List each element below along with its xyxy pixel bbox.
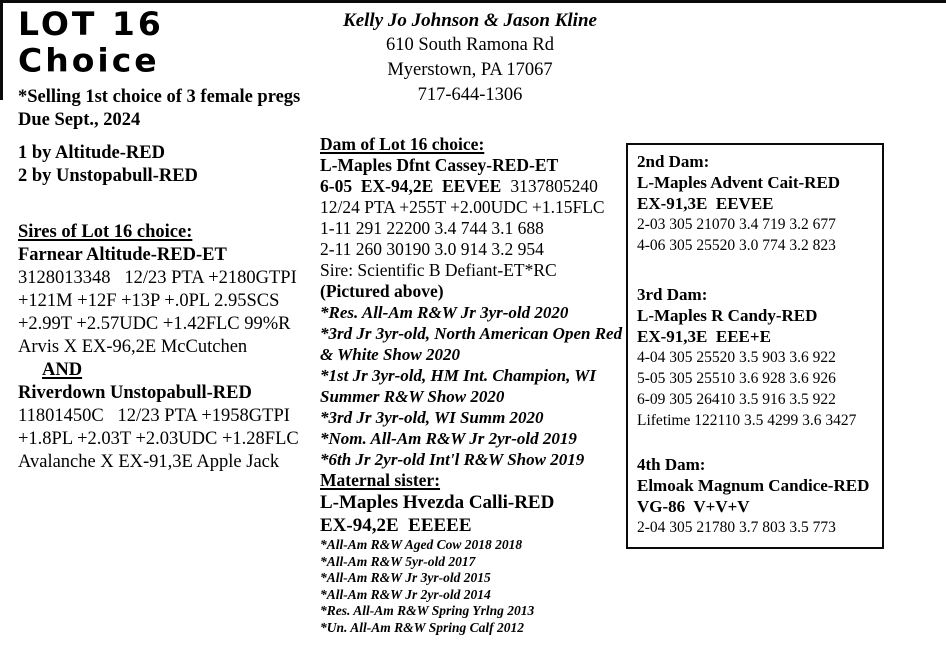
dam-award: *1st Jr 3yr-old, HM Int. Champion, WI Summer R&W Show 2020 xyxy=(320,366,601,406)
dam2-name: L-Maples Advent Cait-RED xyxy=(637,173,841,192)
dam4-name: Elmoak Magnum Candice-RED xyxy=(637,476,870,495)
sire1-data-line: +121M +12F +13P +.0PL 2.95SCS xyxy=(18,291,280,311)
dam3-record: 4-04 305 25520 3.5 903 3.6 922 xyxy=(637,349,836,366)
dam-sire-line: Sire: Scientific B Defiant-ET*RC xyxy=(320,260,557,280)
dam2-score: EX-91,3E EEVEE xyxy=(637,194,774,213)
dam-award: *Res. All-Am R&W Jr 3yr-old 2020 xyxy=(320,303,569,322)
phone-number: 717-644-1306 xyxy=(417,85,523,105)
sire1-data-line: +2.99T +2.57UDC +1.42FLC 99%R xyxy=(18,314,291,334)
dam2-record: 4-06 305 25520 3.0 774 3.2 823 xyxy=(637,237,836,254)
dam4-heading: 4th Dam: xyxy=(637,455,706,474)
sister-award: *All-Am R&W 5yr-old 2017 xyxy=(320,553,476,569)
sire1-data-line: 3128013348 12/23 PTA +2180GTPI xyxy=(18,268,297,288)
sister-award: *All-Am R&W Jr 3yr-old 2015 xyxy=(320,570,491,585)
sister-award: *All-Am R&W Aged Cow 2018 2018 xyxy=(320,537,523,552)
lot-info-column xyxy=(18,6,318,474)
page-border-left xyxy=(0,0,3,100)
sire2-data-line: Avalanche X EX-91,3E Apple Jack xyxy=(18,452,280,472)
maternal-sister-score: EX-94,2E EEEEE xyxy=(320,515,472,536)
sires-conjunction: AND xyxy=(42,360,83,380)
ancestor-dams-box xyxy=(626,143,884,549)
spacer xyxy=(18,132,318,142)
page-border-top xyxy=(0,0,946,3)
sire1-name: Farnear Altitude-RED-ET xyxy=(18,245,227,265)
dam3-score: EX-91,3E EEE+E xyxy=(637,327,771,346)
address-street: 610 South Ramona Rd xyxy=(385,35,555,55)
sire2-data-line: +1.8PL +2.03T +2.03UDC +1.28FLC xyxy=(18,429,299,449)
spacer xyxy=(18,188,318,211)
owner-names: Kelly Jo Johnson & Jason Kline xyxy=(343,10,597,31)
spacer xyxy=(637,431,882,454)
dam3-record: Lifetime 122110 3.5 4299 3.6 3427 xyxy=(637,412,857,429)
dam-column xyxy=(320,134,632,636)
lot-title: LOT 16 Choice xyxy=(18,5,164,79)
sire2-name: Riverdown Unstopabull-RED xyxy=(18,383,252,403)
dam-record: 2-11 260 30190 3.0 914 3.2 954 xyxy=(320,239,544,259)
dam4-score: VG-86 V+V+V xyxy=(637,497,750,516)
dam3-record: 6-09 305 26410 3.5 916 3.5 922 xyxy=(637,391,836,408)
dam-record: 1-11 291 22200 3.4 744 3.1 688 xyxy=(320,218,544,238)
dam-pta-line: 12/24 PTA +255T +2.00UDC +1.15FLC xyxy=(320,197,605,217)
dam2-record: 2-03 305 21070 3.4 719 3.2 677 xyxy=(637,216,836,233)
sire2-data-line: 11801450C 12/23 PTA +1958GTPI xyxy=(18,406,290,426)
dam-name: L-Maples Dfnt Cassey-RED-ET xyxy=(320,155,559,175)
dam3-heading: 3rd Dam: xyxy=(637,285,708,304)
sister-award: *Res. All-Am R&W Spring Yrlng 2013 xyxy=(320,603,535,618)
maternal-sister-name: L-Maples Hvezda Calli-RED xyxy=(320,492,555,513)
dam-reg-number: 3137805240 xyxy=(510,176,598,196)
dam4-record: 2-04 305 21780 3.7 803 3.5 773 xyxy=(637,519,836,536)
sires-heading: Sires of Lot 16 choice: xyxy=(18,222,193,242)
pictured-note: (Pictured above) xyxy=(320,281,444,301)
maternal-sister-heading: Maternal sister: xyxy=(320,470,441,490)
dam-award: *3rd Jr 3yr-old, WI Summ 2020 xyxy=(320,408,544,427)
dam-score-line xyxy=(320,176,632,197)
dam-award: *3rd Jr 3yr-old, North American Open Red & White Show 2020 xyxy=(320,324,627,364)
owner-address-block xyxy=(330,8,610,108)
spacer xyxy=(637,256,882,284)
dam3-record: 5-05 305 25510 3.6 928 3.6 926 xyxy=(637,370,836,387)
selling-note-line2: Due Sept., 2024 xyxy=(18,110,141,130)
dam3-name: L-Maples R Candy-RED xyxy=(637,306,818,325)
dam-award: *Nom. All-Am R&W Jr 2yr-old 2019 xyxy=(320,429,577,448)
dam-award: *6th Jr 2yr-old Int'l R&W Show 2019 xyxy=(320,450,585,469)
sire1-data-line: Arvis X EX-96,2E McCutchen xyxy=(18,337,248,357)
dam-heading: Dam of Lot 16 choice: xyxy=(320,134,485,154)
preg-option-1: 1 by Altitude-RED xyxy=(18,143,165,163)
preg-option-2: 2 by Unstopabull-RED xyxy=(18,166,198,186)
spacer xyxy=(18,211,318,221)
selling-note-line1: *Selling 1st choice of 3 female pregs xyxy=(18,87,301,107)
dam-score: 6-05 EX-94,2E EEVEE xyxy=(320,176,502,196)
sister-award: *Un. All-Am R&W Spring Calf 2012 xyxy=(320,619,525,635)
sister-award: *All-Am R&W Jr 2yr-old 2014 xyxy=(320,586,491,602)
dam2-heading: 2nd Dam: xyxy=(637,152,710,171)
address-city: Myerstown, PA 17067 xyxy=(387,60,553,80)
